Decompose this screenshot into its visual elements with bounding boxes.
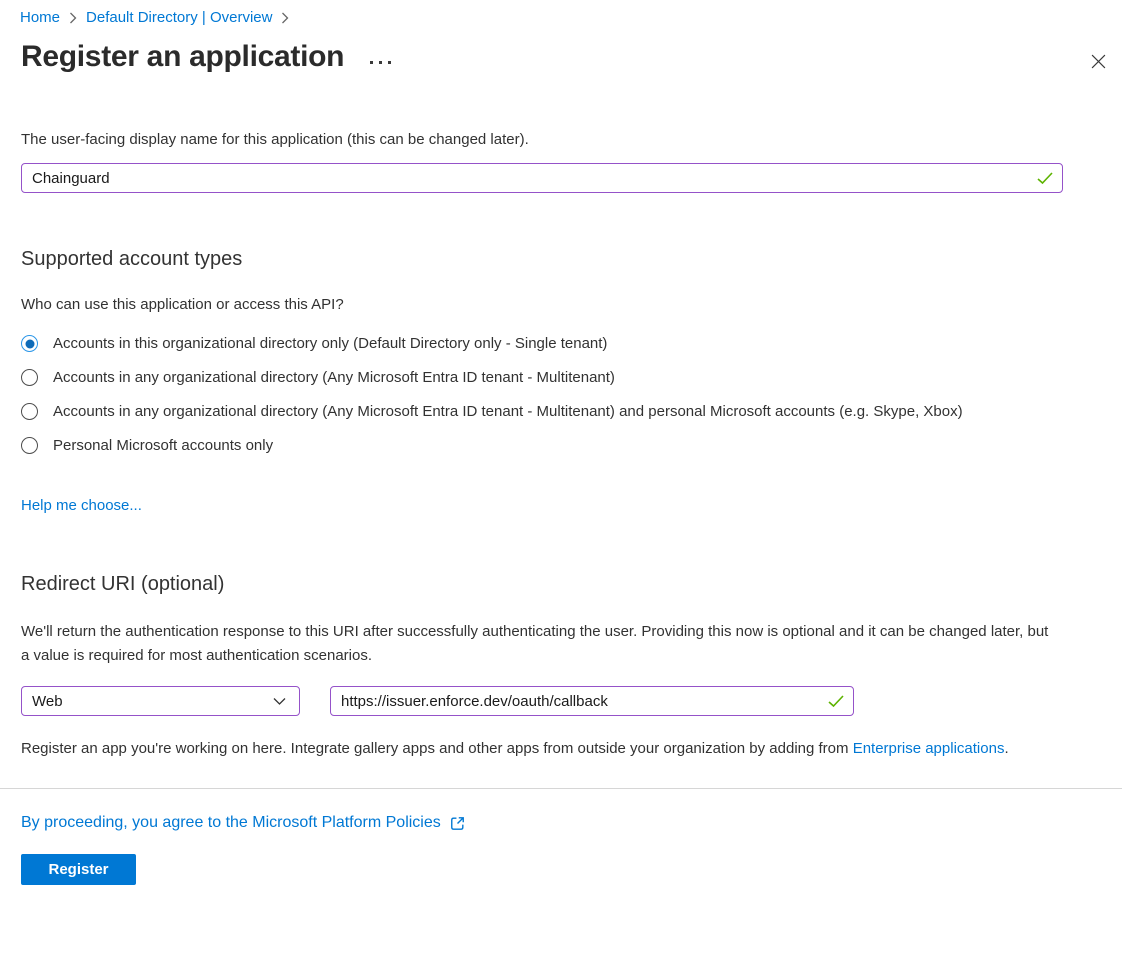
more-options-button[interactable] xyxy=(366,57,395,68)
redirect-uri-heading: Redirect URI (optional) xyxy=(21,573,225,595)
external-link-icon xyxy=(449,815,466,832)
platform-policies-link[interactable]: By proceeding, you agree to the Microsoft Platform Policies xyxy=(21,814,466,832)
supported-account-types-heading: Supported account types xyxy=(21,248,243,270)
ellipsis-icon xyxy=(370,61,373,64)
redirect-uri-description: We'll return the authentication response to this URI after successfully authenticating the user. Providing this now is optional and it can be changed later, but a value is required for most authentication scenarios. xyxy=(21,623,1049,664)
account-types-radio-group xyxy=(21,332,1063,458)
display-name-field-wrap xyxy=(21,163,1063,193)
close-button[interactable] xyxy=(1089,52,1108,74)
radio-option-label: Accounts in any organizational directory (Any Microsoft Entra ID tenant - Multitenant) and personal Microsoft accounts (e.g. Skype, Xbox) xyxy=(53,403,963,420)
account-types-question: Who can use this application or access this API? xyxy=(21,296,344,313)
register-button[interactable]: Register xyxy=(21,854,136,885)
display-name-label: The user-facing display name for this application (this can be changed later). xyxy=(21,131,529,148)
radio-option-label: Accounts in this organizational directory only (Default Directory only - Single tenant) xyxy=(53,335,608,352)
radio-option-multitenant-personal[interactable] xyxy=(21,400,1063,424)
redirect-uri-row xyxy=(21,686,1063,716)
platform-selected-value: Web xyxy=(32,692,63,710)
radio-icon xyxy=(21,335,38,352)
radio-icon xyxy=(21,369,38,386)
chevron-right-icon xyxy=(69,12,77,24)
close-icon xyxy=(1091,54,1106,69)
radio-option-personal-only[interactable] xyxy=(21,434,1063,458)
radio-option-multitenant[interactable] xyxy=(21,366,1063,390)
enterprise-apps-note: Register an app you're working on here. Integrate gallery apps and other apps from outside your organization by adding from Enterprise applications. xyxy=(21,740,1009,757)
help-me-choose-link[interactable]: Help me choose... xyxy=(21,497,142,514)
radio-option-label: Accounts in any organizational directory (Any Microsoft Entra ID tenant - Multitenant) xyxy=(53,369,615,386)
title-row xyxy=(21,40,1063,74)
radio-option-label: Personal Microsoft accounts only xyxy=(53,437,274,454)
radio-option-single-tenant[interactable] xyxy=(21,332,1063,356)
breadcrumb-home-link[interactable]: Home xyxy=(20,9,61,26)
breadcrumb xyxy=(20,0,1063,26)
platform-select-dropdown[interactable] xyxy=(21,686,300,716)
radio-icon xyxy=(21,437,38,454)
breadcrumb-directory-link[interactable]: Default Directory | Overview xyxy=(86,9,273,26)
chevron-down-icon xyxy=(273,693,286,710)
chevron-right-icon xyxy=(281,12,289,24)
redirect-uri-input[interactable] xyxy=(330,686,854,716)
blade-footer xyxy=(21,789,1063,885)
enterprise-applications-link[interactable]: Enterprise applications xyxy=(852,740,1005,757)
page-title: Register an application xyxy=(21,40,345,73)
redirect-uri-field-wrap xyxy=(330,686,854,716)
display-name-input[interactable] xyxy=(21,163,1063,193)
radio-icon xyxy=(21,403,38,420)
